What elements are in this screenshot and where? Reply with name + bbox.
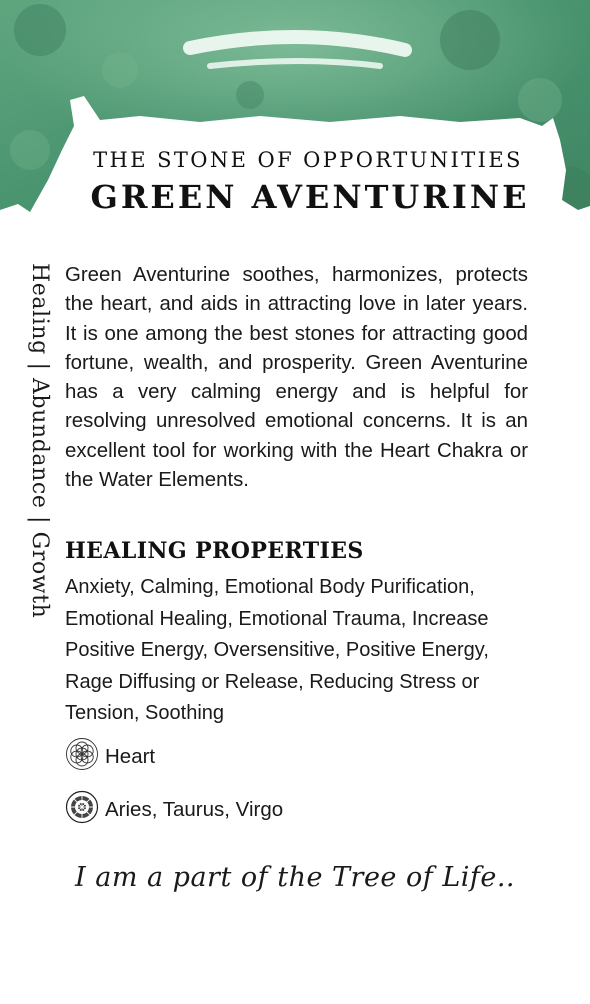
side-keywords-text: Healing | Abundance | Growth xyxy=(27,263,52,619)
stone-subtitle: THE STONE OF OPPORTUNITIES xyxy=(93,148,523,172)
side-keywords xyxy=(22,263,52,703)
healing-properties-heading: HEALING PROPERTIES xyxy=(65,538,364,564)
zodiac-row xyxy=(65,790,283,829)
chakra-label: Heart xyxy=(105,744,156,768)
stone-description: Green Aventurine soothes, harmonizes, protects the heart, and aids in attracting love in later years. It is one among the best stones for attracting good fortune, wealth, and prosperity. Green Aventurine has a very calming energy and is helpful for resolving unresolved emotional concerns. It is an excellent tool for working with the Heart Chakra or the Water Elements. xyxy=(65,264,528,492)
stone-title: GREEN AVENTURINE xyxy=(90,178,530,216)
mandala-icon xyxy=(65,790,99,829)
flower-of-life-icon xyxy=(65,737,99,776)
zodiac-label: Aries, Taurus, Virgo xyxy=(105,797,284,821)
healing-properties-list: Anxiety, Calming, Emotional Body Purification, Emotional Healing, Emotional Trauma, Increase Positive Energy, Oversensitive, Positive Energy, Rage Diffusing or Release, Reducing Stress or Tension, Soothing xyxy=(65,576,489,724)
chakra-row xyxy=(65,737,155,776)
signature-tagline: I am a part of the Tree of Life.. xyxy=(74,862,516,893)
